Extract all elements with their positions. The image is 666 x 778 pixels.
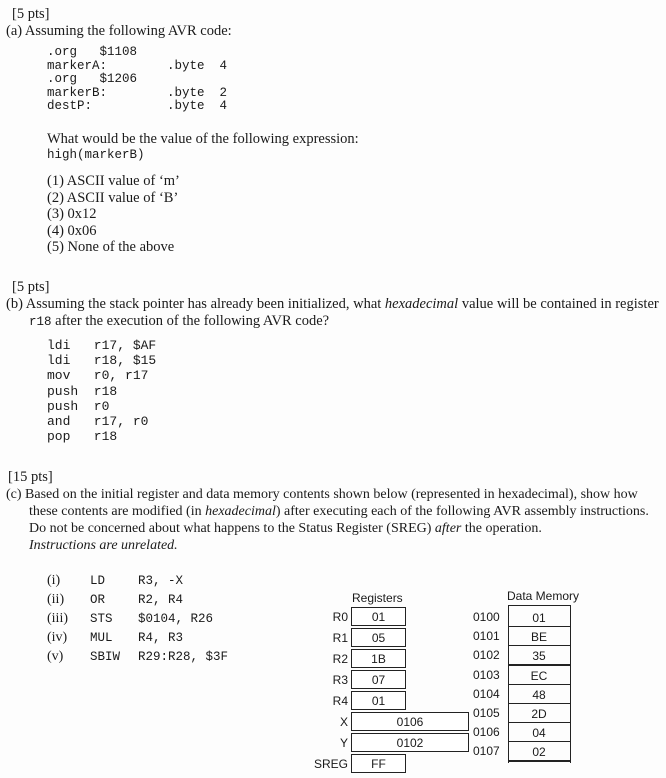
instruction-args: $0104, R26 <box>138 612 214 626</box>
memory-cell-divider <box>508 741 570 742</box>
memory-cell-value: 2D <box>531 707 547 721</box>
part-b-line1-suffix: value will be contained in register <box>458 296 659 312</box>
memory-top-border <box>508 605 570 606</box>
option-5: (5) None of the above <box>47 239 175 255</box>
option-4: (4) 0x06 <box>47 222 97 239</box>
instruction-op: MUL <box>90 631 113 645</box>
part-b-line1-emph: hexadecimal <box>384 296 459 312</box>
memory-cell-value: 48 <box>532 687 546 702</box>
code-line: destP: .byte 4 <box>47 99 228 113</box>
register-y-value: 0102 <box>351 733 469 752</box>
memory-cell-divider <box>508 760 570 761</box>
memory-address: 0101 <box>473 629 500 644</box>
memory-cell-divider <box>508 664 570 665</box>
part-c-line2-prefix: these contents are modified (in <box>29 504 206 519</box>
part-a-points: [5 pts] <box>12 6 50 22</box>
memory-address: 0104 <box>473 686 500 701</box>
instruction-row <box>47 646 228 665</box>
part-a-code <box>47 46 227 114</box>
instruction-args: R2, R4 <box>138 593 184 607</box>
part-c-line2 <box>29 503 649 520</box>
code-line: ldi r18, $15 <box>47 353 157 369</box>
instruction-args: R3, -X <box>138 574 184 588</box>
part-c-line2-suffix: ) after executing each of the following AVR assembly instructions. <box>275 504 649 519</box>
instruction-num: (ii) <box>47 592 65 607</box>
instruction-args: R29:R28, $3F <box>138 650 229 664</box>
code-line: push r18 <box>47 383 118 399</box>
option-1: (1) ASCII value of ‘m’ <box>47 173 180 189</box>
register-r4-value: 01 <box>351 691 406 710</box>
memory-right-border <box>570 605 571 763</box>
part-b-points: [5 pts] <box>12 279 50 295</box>
part-c-points: [15 pts] <box>8 469 53 485</box>
memory-cell-value: 02 <box>532 745 546 760</box>
part-c-line3 <box>29 520 542 537</box>
part-a-expression: high(markerB) <box>47 148 145 162</box>
instruction-op: OR <box>90 593 106 607</box>
instruction-num: (iv) <box>47 630 68 645</box>
instruction-row <box>47 608 228 627</box>
memory-cell-value: BE <box>530 630 547 645</box>
part-b-code <box>47 338 156 444</box>
memory-address: 0102 <box>473 648 500 663</box>
register-label-r0: R0 <box>332 610 348 624</box>
memory-cell-divider <box>508 703 570 704</box>
register-label-r1: R1 <box>332 631 348 645</box>
memory-address: 0100 <box>473 610 500 624</box>
register-label-x: X <box>339 715 348 729</box>
instruction-op: STS <box>90 612 113 626</box>
memory-cell-value: 01 <box>532 611 546 625</box>
memory-title: Data Memory <box>507 589 580 603</box>
part-c-instructions <box>47 570 228 665</box>
code-line: mov r0, r17 <box>47 368 149 384</box>
instruction-args: R4, R3 <box>138 631 184 645</box>
option-2: (2) ASCII value of ‘B’ <box>47 189 179 206</box>
register-r0-value: 01 <box>351 607 406 626</box>
register-x-value: 0106 <box>351 712 469 731</box>
code-line: .org $1108 <box>47 45 138 59</box>
part-c-line1: (c) Based on the initial register and data memory contents shown below (represented in hexadecimal), show how <box>6 487 638 502</box>
part-c-line3-emph: after <box>434 521 462 536</box>
part-c-line4: Instructions are unrelated. <box>29 538 178 553</box>
code-line: .org $1206 <box>47 72 138 86</box>
code-line: push r0 <box>47 398 110 414</box>
part-c-line3-prefix: Do not be concerned about what happens to the Status Register (SREG) <box>29 521 435 536</box>
memory-cell-value: 04 <box>532 726 546 741</box>
instruction-row <box>47 570 228 589</box>
part-a-question: What would be the value of the following expression: <box>47 131 359 147</box>
memory-cell-divider <box>508 645 570 646</box>
memory-cell-divider <box>508 626 570 627</box>
register-r1-value: 05 <box>351 628 406 647</box>
memory-cell-value: 35 <box>532 649 546 664</box>
instruction-op: LD <box>90 574 106 588</box>
code-line: ldi r17, $AF <box>47 338 157 353</box>
register-r3-value: 07 <box>351 670 406 689</box>
register-sreg-value: FF <box>351 754 406 773</box>
code-line: markerB: .byte 2 <box>47 85 228 100</box>
memory-cell-divider <box>508 684 570 685</box>
part-b-line2-rest: after the execution of the following AVR code? <box>51 313 330 329</box>
part-c-line2-emph: hexadecimal <box>205 504 276 519</box>
part-b-register: r18 <box>29 315 52 329</box>
memory-address: 0103 <box>473 667 500 682</box>
instruction-num: (i) <box>47 573 61 588</box>
register-label-sreg: SREG <box>313 757 348 771</box>
memory-address: 0106 <box>473 725 500 740</box>
register-label-r4: R4 <box>332 694 348 708</box>
instruction-num: (v) <box>47 649 64 664</box>
instruction-row <box>47 627 228 646</box>
instruction-row <box>47 589 228 608</box>
memory-cell-divider <box>508 722 570 723</box>
memory-cell-value: EC <box>530 668 548 683</box>
register-label-y: Y <box>339 736 348 750</box>
code-line: and r17, r0 <box>47 414 149 430</box>
part-b-line1-prefix: (b) Assuming the stack pointer has already been initialized, what <box>6 296 385 312</box>
memory-address: 0107 <box>473 744 500 759</box>
register-label-r2: R2 <box>332 652 348 666</box>
part-a-options <box>47 173 180 256</box>
instruction-num: (iii) <box>47 611 68 626</box>
memory-address: 0105 <box>473 706 500 720</box>
part-c-line3-suffix: the operation. <box>461 521 542 536</box>
instruction-op: SBIW <box>90 650 121 664</box>
registers-title: Registers <box>352 591 403 605</box>
code-line: markerA: .byte 4 <box>47 58 228 73</box>
part-b-line2 <box>29 313 329 330</box>
register-r2-value: 1B <box>351 649 406 668</box>
option-3: (3) 0x12 <box>47 206 97 222</box>
register-label-r3: R3 <box>332 673 348 687</box>
part-a-intro: (a) Assuming the following AVR code: <box>6 23 232 39</box>
part-b-line1 <box>6 296 659 313</box>
code-line: pop r18 <box>47 429 118 445</box>
